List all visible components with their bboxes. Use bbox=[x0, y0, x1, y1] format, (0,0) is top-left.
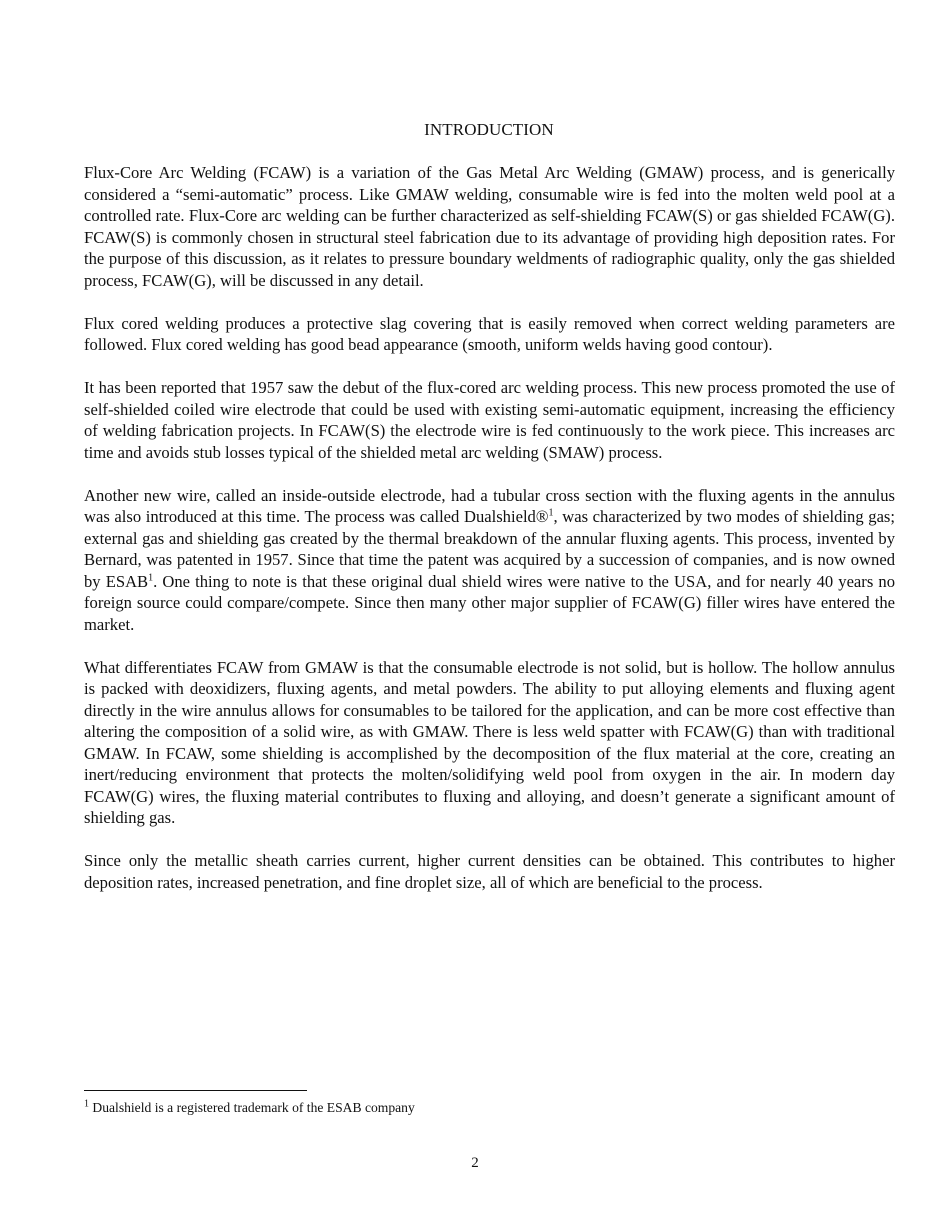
paragraph-history: It has been reported that 1957 saw the debut of the flux-cored arc welding process. This new process promoted the use of self-shielded coiled wire electrode that could be used with existing semi-automatic equipment, increasing the efficiency of welding fabrication projects. In FCAW(S) the electrode wire is fed continuously to the work piece. This increases arc time and avoids stub losses typical of the shielded metal arc welding (SMAW) process. bbox=[84, 378, 895, 462]
paragraph-differences: What differentiates FCAW from GMAW is that the consumable electrode is not solid, but is hollow. The hollow annulus is packed with deoxidizers, fluxing agents, and metal powders. The ability to put alloying elements and fluxing agent directly in the wire annulus allows for consumables to be tailored for the application, and can be more cost effective than altering the composition of a solid wire, as with GMAW. There is less weld spatter with FCAW(G) than with traditional GMAW. In FCAW, some shielding is accomplished by the decomposition of the flux material at the core, creating an inert/reducing environment that protects the molten/solidifying weld pool from oxygen in the air. In modern day FCAW(G) wires, the fluxing material contributes to fluxing and alloying, and doesn’t generate a significant amount of shielding gas. bbox=[84, 657, 895, 827]
footnote-marker: 1 bbox=[84, 1098, 89, 1110]
footnote-reference: 1 bbox=[548, 507, 554, 519]
footnote-divider bbox=[84, 1090, 307, 1091]
dualshield-text-part1: Another new wire, called an inside-outside electrode, had a tubular cross section with the fluxing agents in the annulus was also introduced at this time. The process was called Dualshield® bbox=[84, 485, 895, 526]
paragraph-current-density: Since only the metallic sheath carries current, higher current densities can be obtained. This contributes to higher deposition rates, increased penetration, and fine droplet size, all of which are beneficial to the process. bbox=[84, 851, 895, 892]
dualshield-text-part2: , was characterized by two modes of shielding gas; external gas and shielding gas created by the thermal breakdown of the annular fluxing agents. This process, invented by Bernard, was patented in 1957. Since that time the patent was acquired by a succession of companies, and is now owned by ESAB bbox=[84, 507, 895, 591]
footnote-reference: 1 bbox=[148, 571, 154, 583]
footnote bbox=[84, 1100, 415, 1116]
paragraph-dualshield bbox=[84, 485, 895, 636]
footnote-text: Dualshield is a registered trademark of the ESAB company bbox=[89, 1100, 415, 1115]
dualshield-text-part3: . One thing to note is that these original dual shield wires were native to the USA, and for nearly 40 years no foreign source could compare/compete. Since then many other major supplier of FCAW(G) filler wires have entered the market. bbox=[84, 571, 895, 634]
paragraph-slag-covering: Flux cored welding produces a protective slag covering that is easily removed when correct welding parameters are followed. Flux cored welding has good bead appearance (smooth, uniform welds having good contour). bbox=[84, 313, 895, 354]
section-title: INTRODUCTION bbox=[424, 120, 554, 139]
paragraph-fcaw-overview: Flux-Core Arc Welding (FCAW) is a variation of the Gas Metal Arc Welding (GMAW) process, and is generically considered a “semi-automatic” process. Like GMAW welding, consumable wire is fed into the molten weld pool at a controlled rate. Flux-Core arc welding can be further characterized as self-shielding FCAW(S) or gas shielded FCAW(G). FCAW(S) is commonly chosen in structural steel fabrication due to its advantage of providing high deposition rates. For the purpose of this discussion, as it relates to pressure boundary weldments of radiographic quality, only the gas shielded process, FCAW(G), will be discussed in any detail. bbox=[84, 163, 895, 290]
body-text bbox=[84, 162, 895, 915]
page-number: 2 bbox=[471, 1155, 479, 1171]
